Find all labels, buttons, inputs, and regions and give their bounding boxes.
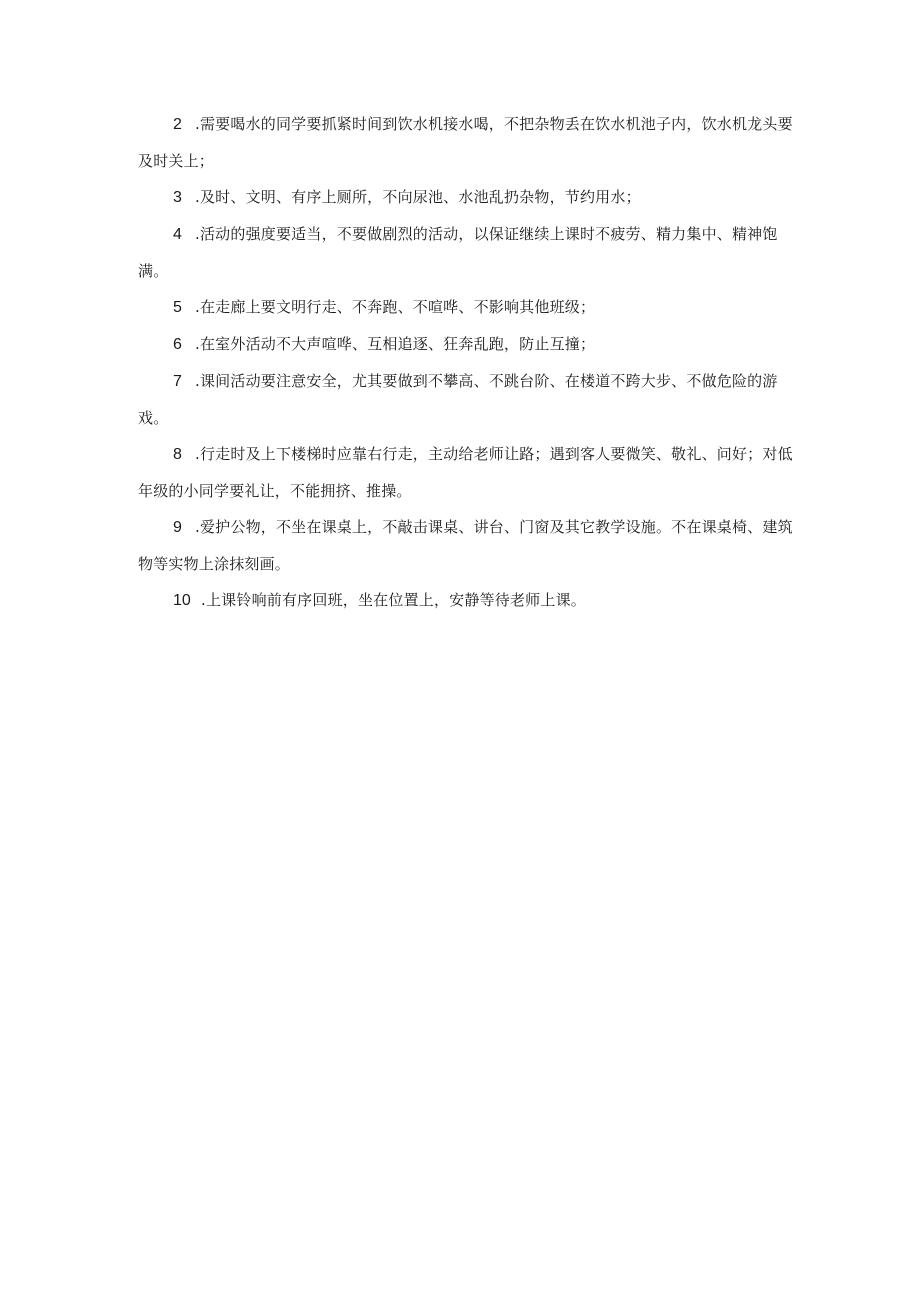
item-number: 5	[173, 299, 182, 316]
rules-list	[138, 106, 798, 619]
item-number: 6	[173, 336, 182, 353]
item-text: .需要喝水的同学要抓紧时间到饮水机接水喝，不把杂物丢在饮水机池子内，饮水机龙头要及时关上；	[138, 115, 793, 170]
list-item	[138, 436, 798, 509]
item-text: .爱护公物，不坐在课桌上，不敲击课桌、讲台、门窗及其它教学设施。不在课桌椅、建筑物等实物上涂抹刻画。	[138, 518, 793, 573]
item-number: 4	[173, 226, 182, 243]
item-text: .在走廊上要文明行走、不奔跑、不喧哗、不影响其他班级；	[195, 298, 596, 316]
list-item	[138, 289, 798, 326]
list-item	[138, 106, 798, 179]
item-text: .行走时及上下楼梯时应靠右行走，主动给老师让路；遇到客人要微笑、敬礼、问好；对低年级的小同学要礼让，不能拥挤、推操。	[138, 445, 793, 500]
list-item	[138, 363, 798, 436]
item-number: 7	[173, 373, 182, 390]
item-text: .及时、文明、有序上厕所，不向尿池、水池乱扔杂物，节约用水；	[195, 188, 641, 206]
item-text: .活动的强度要适当，不要做剧烈的活动，以保证继续上课时不疲劳、精力集中、精神饱满。	[138, 225, 778, 280]
item-text: .上课铃响前有序回班，坐在位置上，安静等待老师上课。	[201, 591, 586, 609]
item-number: 8	[173, 446, 182, 463]
item-number: 2	[173, 116, 182, 133]
item-number: 9	[173, 519, 182, 536]
list-item	[138, 216, 798, 289]
list-item	[138, 582, 798, 619]
item-text: .课间活动要注意安全，尤其要做到不攀高、不跳台阶、在楼道不跨大步、不做危险的游戏。	[138, 372, 778, 427]
list-item	[138, 326, 798, 363]
item-text: .在室外活动不大声喧哗、互相追逐、狂奔乱跑，防止互撞；	[195, 335, 596, 353]
list-item	[138, 509, 798, 582]
item-number: 3	[173, 189, 182, 206]
item-number: 10	[173, 592, 191, 609]
list-item	[138, 179, 798, 216]
